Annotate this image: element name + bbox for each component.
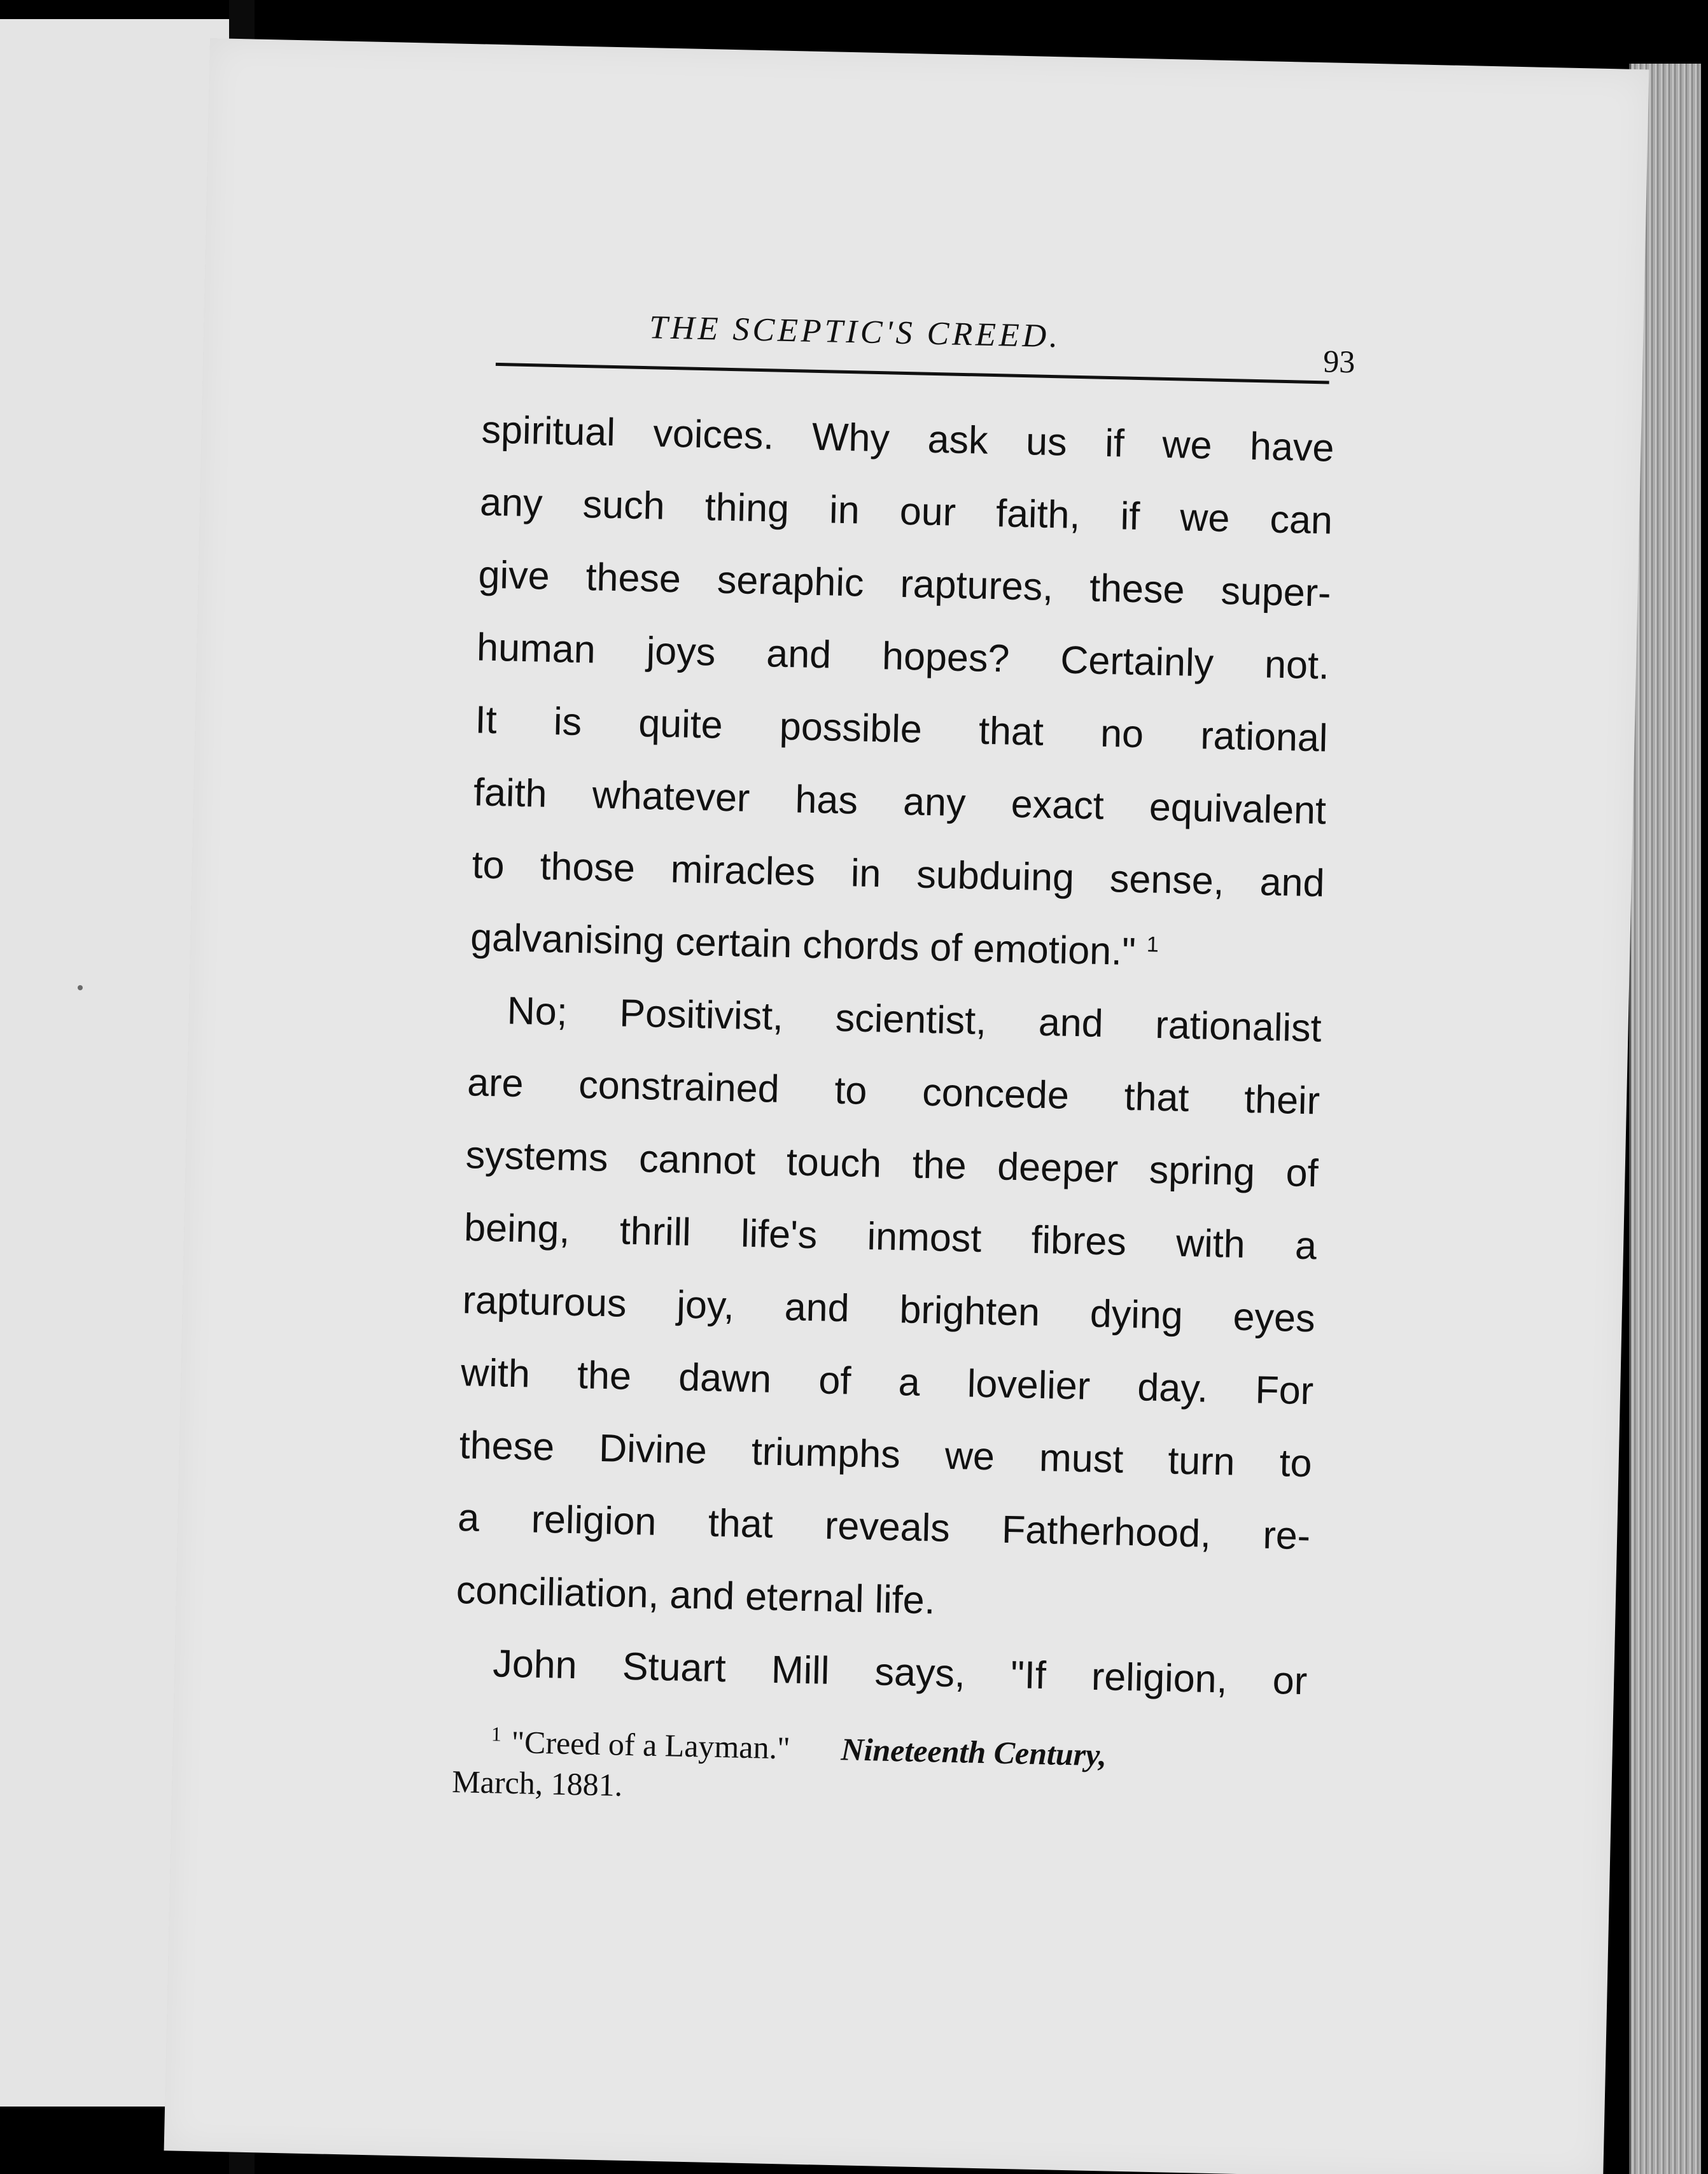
ink-speck — [78, 985, 83, 990]
header-rule — [496, 363, 1329, 384]
running-head — [483, 305, 1355, 394]
text-line: to those miracles in subduing sense, and — [472, 843, 1326, 905]
text-line: a religion that reveals Fatherhood, re- — [457, 1496, 1311, 1558]
text-line: human joys and hopes? Certainly not. — [476, 625, 1330, 687]
running-title: THE SCEPTIC'S CREED. — [648, 309, 1061, 355]
text-line: are constrained to concede that their — [466, 1060, 1320, 1123]
page-number: 93 — [1322, 343, 1355, 380]
text-line: any such thing in our faith, if we can — [479, 480, 1333, 542]
text-line: rapturous joy, and brighten dying eyes — [462, 1278, 1316, 1340]
text-line: galvanising certain chords of emotion." — [470, 915, 1137, 974]
text-line: these Divine triumphs we must turn to — [459, 1423, 1313, 1485]
footnote — [452, 1720, 1306, 1820]
footnote-mark: 1 — [491, 1722, 502, 1746]
text-line: faith whatever has any exact equivalent — [473, 770, 1327, 832]
recto-page — [164, 38, 1649, 2174]
text-line: being, thrill life's inmost fibres with a — [463, 1205, 1317, 1268]
text-line: It is quite possible that no rational — [475, 698, 1329, 760]
paragraph-start: No; Positivist, scientist, and rationalist — [507, 988, 1322, 1050]
paragraph-start: John Stuart Mill says, "If religion, or — [492, 1641, 1308, 1703]
text-line: spiritual voices. Why ask us if we have — [480, 407, 1335, 470]
footnote-reference: 1 — [1146, 932, 1159, 957]
text-line: give these seraphic raptures, these super- — [477, 552, 1332, 615]
body-text — [454, 393, 1334, 1717]
footnote-source: "Creed of a Layman." — [511, 1723, 791, 1766]
text-line: conciliation, and eternal life. — [456, 1568, 936, 1622]
footnote-date: March, 1881. — [451, 1763, 623, 1803]
text-line: systems cannot touch the deeper spring of — [465, 1133, 1319, 1195]
text-block — [451, 305, 1355, 1821]
footnote-journal: Nineteenth Century, — [840, 1731, 1107, 1773]
text-line: with the dawn of a lovelier day. For — [460, 1350, 1314, 1413]
